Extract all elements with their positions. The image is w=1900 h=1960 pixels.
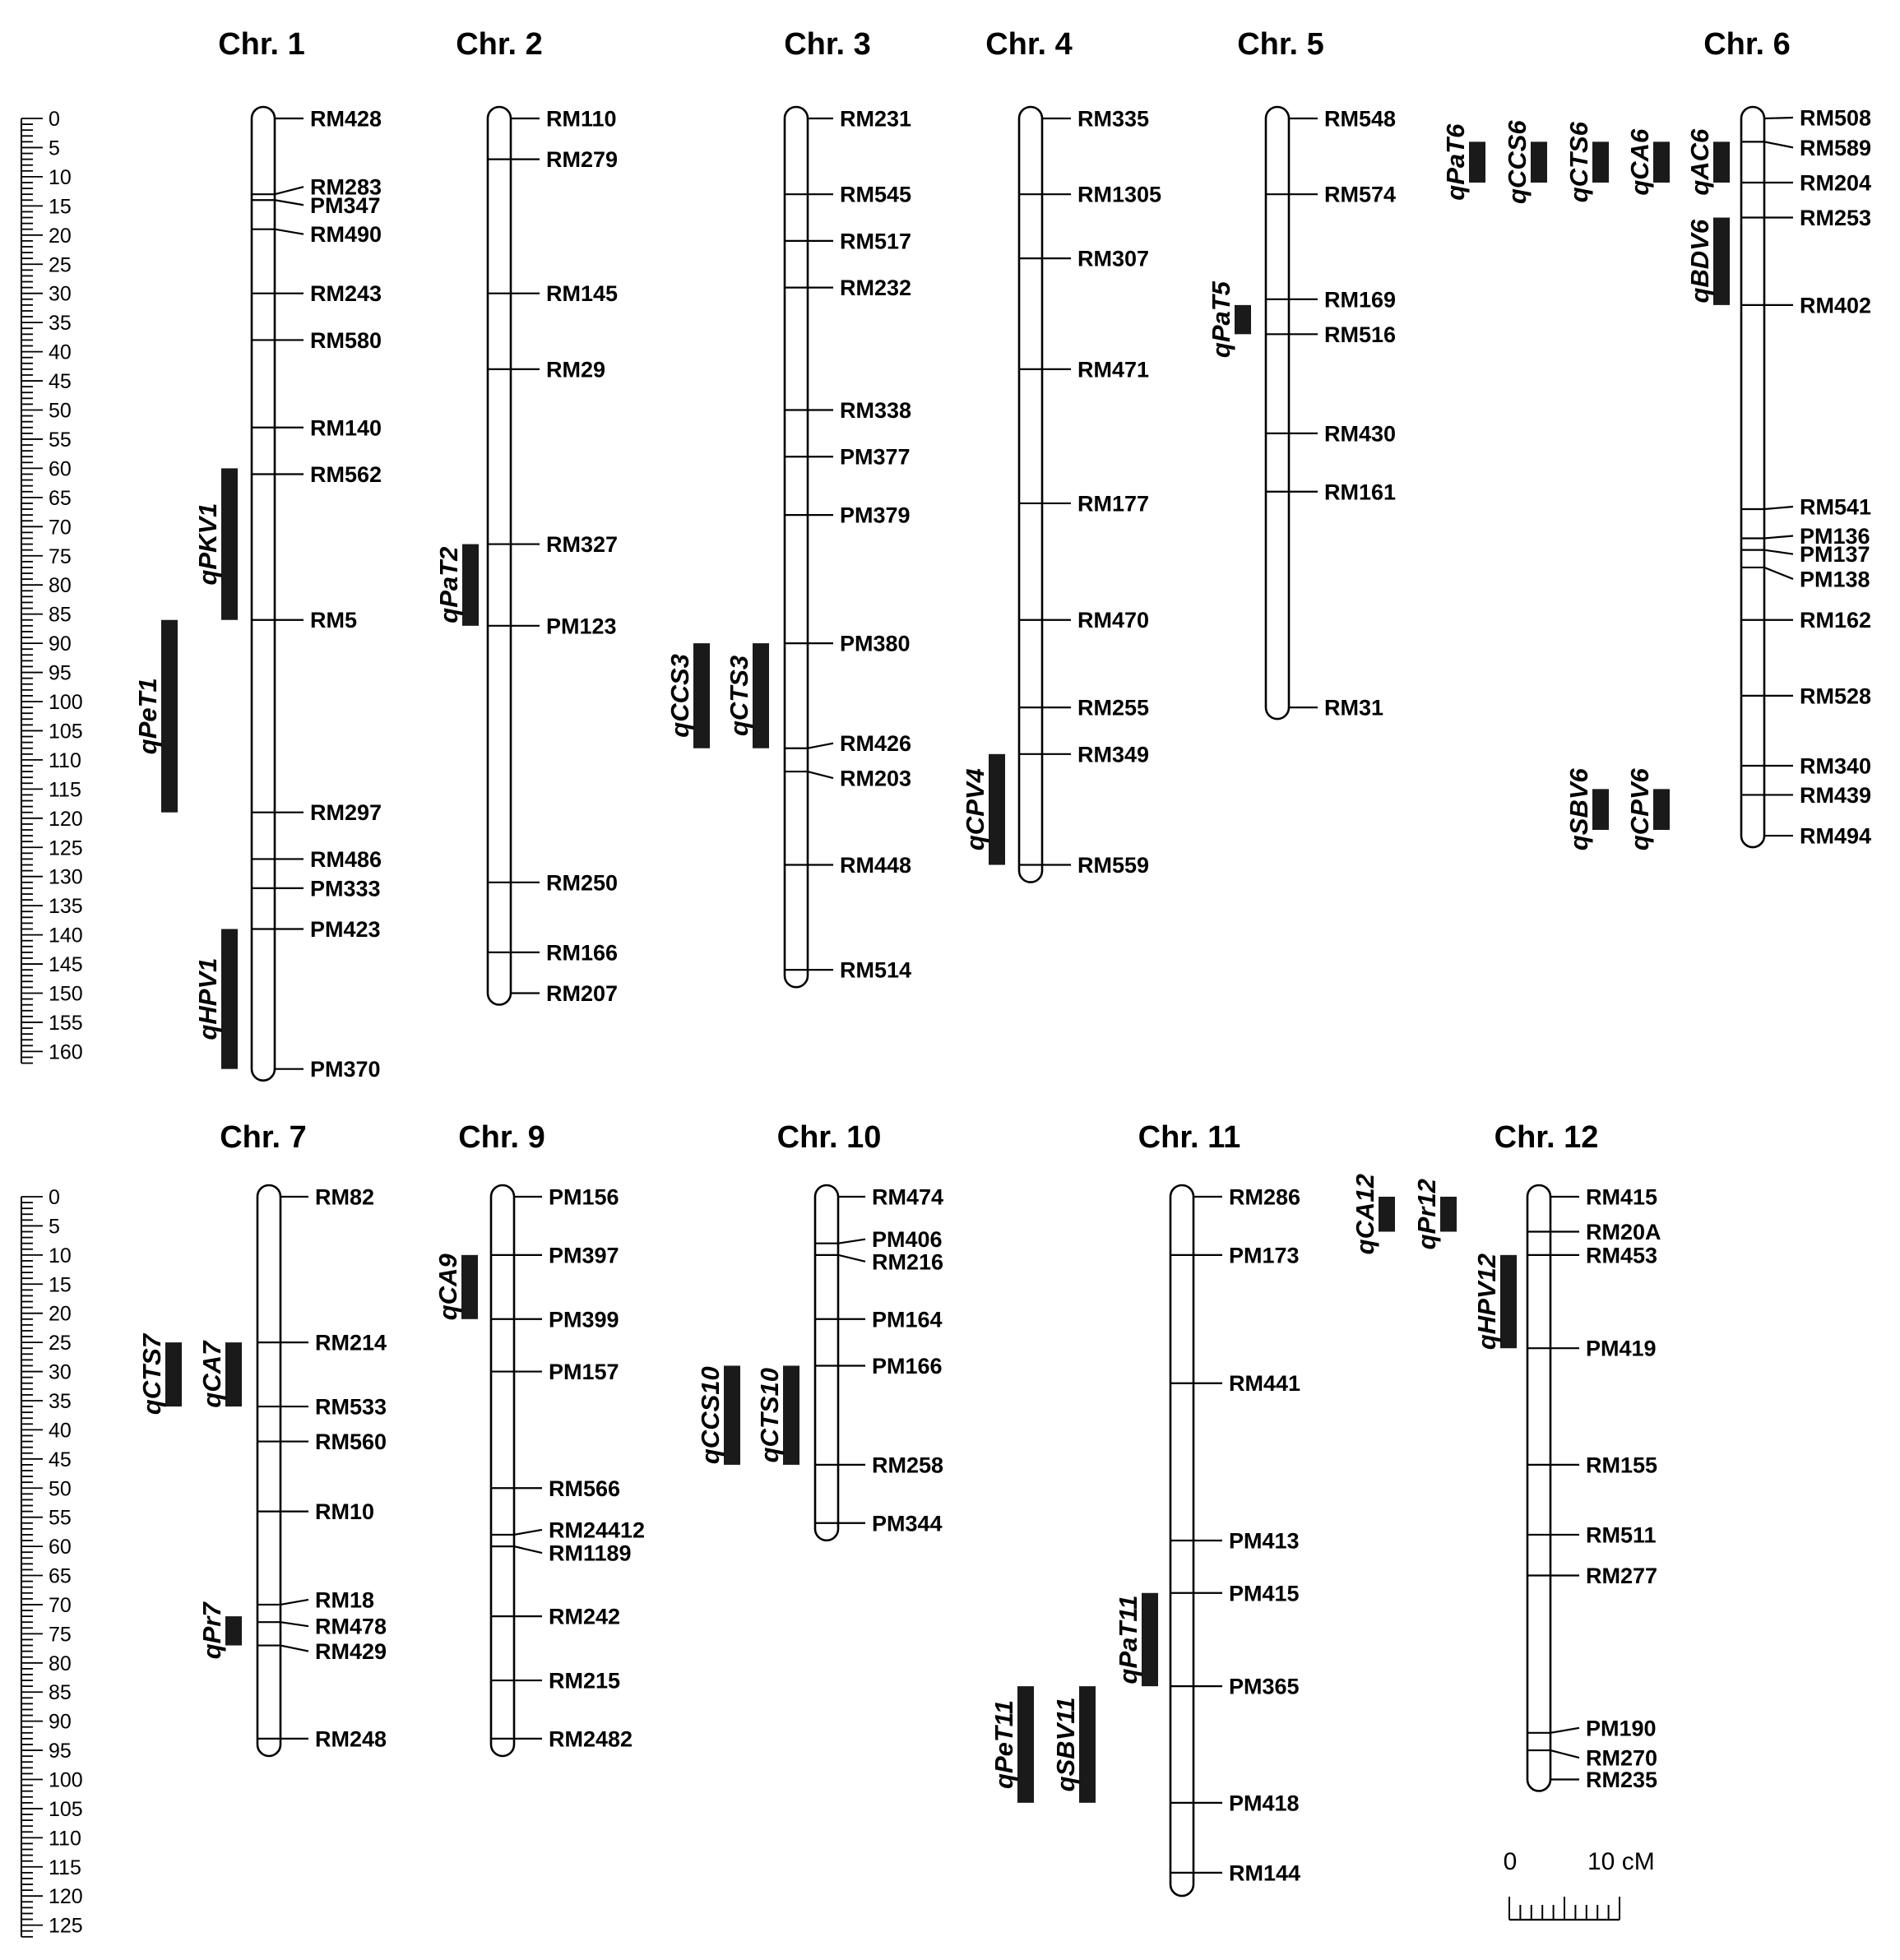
qtl-bar-qPKV1[interactable]: [221, 468, 238, 619]
chr12-title: Chr. 12: [1494, 1120, 1599, 1155]
ruler-bottom-label-55: 55: [49, 1506, 72, 1530]
chr4-title: Chr. 4: [985, 27, 1073, 62]
marker-connector: [838, 1255, 865, 1262]
marker-label-RM10: RM10: [315, 1499, 375, 1525]
qtl-bar-qCTS6[interactable]: [1592, 141, 1609, 183]
marker-label-RM29: RM29: [546, 357, 606, 382]
marker-label-PM365: PM365: [1229, 1674, 1300, 1699]
marker-label-RM486: RM486: [310, 846, 382, 872]
marker-label-RM1189: RM1189: [549, 1541, 632, 1566]
ruler-top-label-5: 5: [49, 137, 60, 160]
qtl-label-qCTS7: qCTS7: [137, 1333, 167, 1416]
qtl-label-qCA7: qCA7: [197, 1341, 227, 1408]
qtl-bar-qSBV6[interactable]: [1592, 789, 1609, 830]
ruler-bottom-label-100: 100: [49, 1768, 83, 1792]
ruler-top-label-105: 105: [49, 720, 83, 744]
qtl-bar-qPaT6[interactable]: [1469, 141, 1485, 183]
qtl-label-qPeT1: qPeT1: [133, 678, 163, 755]
marker-label-RM286: RM286: [1229, 1184, 1301, 1210]
marker-label-RM140: RM140: [310, 415, 382, 441]
qtl-label-qCTS6: qCTS6: [1564, 122, 1594, 203]
ruler-top-label-60: 60: [49, 457, 72, 481]
marker-connector: [1764, 141, 1793, 147]
ruler-bottom-label-125: 125: [49, 1914, 83, 1938]
chr9-chromosome-bar[interactable]: [491, 1185, 514, 1756]
marker-connector: [808, 744, 833, 748]
qtl-label-qCCS10: qCCS10: [696, 1366, 725, 1465]
marker-label-RM478: RM478: [315, 1614, 387, 1639]
ruler-bottom-label-45: 45: [49, 1448, 72, 1471]
marker-label-PM173: PM173: [1229, 1243, 1300, 1268]
marker-label-RM31: RM31: [1324, 695, 1384, 721]
ruler-bottom-label-10: 10: [49, 1244, 72, 1267]
marker-label-RM511: RM511: [1586, 1522, 1657, 1548]
marker-label-PM156: PM156: [549, 1184, 619, 1210]
qtl-label-qCPV6: qCPV6: [1625, 768, 1655, 851]
qtl-label-qHPV1: qHPV1: [193, 957, 223, 1040]
chr5-chromosome-bar[interactable]: [1266, 107, 1289, 719]
marker-label-RM297: RM297: [310, 800, 382, 826]
ruler-bottom-label-25: 25: [49, 1332, 72, 1355]
marker-label-RM508: RM508: [1800, 105, 1872, 131]
chr2-chromosome-bar[interactable]: [488, 107, 511, 1005]
marker-label-RM415: RM415: [1586, 1184, 1658, 1210]
marker-label-PM419: PM419: [1586, 1336, 1657, 1361]
qtl-label-qBDV6: qBDV6: [1685, 219, 1715, 303]
ruler-top-label-0: 0: [49, 108, 60, 131]
marker-label-PM333: PM333: [310, 876, 381, 901]
marker-label-RM335: RM335: [1077, 106, 1150, 132]
marker-label-RM426: RM426: [840, 731, 912, 757]
ruler-bottom-label-75: 75: [49, 1623, 72, 1647]
marker-label-PM418: PM418: [1229, 1791, 1300, 1816]
chr2-title: Chr. 2: [456, 27, 543, 62]
scale-bar-unit-label: 10 cM: [1587, 1848, 1655, 1875]
marker-label-PM166: PM166: [872, 1353, 943, 1378]
chr3-chromosome-bar[interactable]: [785, 107, 808, 987]
chr5-title: Chr. 5: [1237, 27, 1324, 62]
qtl-label-qSBV11: qSBV11: [1051, 1697, 1081, 1792]
marker-label-RM24412: RM24412: [549, 1517, 646, 1543]
marker-label-PM347: PM347: [310, 192, 381, 218]
qtl-label-qCCS3: qCCS3: [665, 654, 695, 738]
qtl-bar-qCA12[interactable]: [1379, 1197, 1395, 1232]
marker-label-PM415: PM415: [1229, 1581, 1300, 1606]
qtl-label-qPaT6: qPaT6: [1441, 123, 1471, 201]
qtl-label-qPaT2: qPaT2: [434, 546, 464, 623]
marker-label-RM166: RM166: [546, 940, 619, 966]
qtl-label-qPaT11: qPaT11: [1114, 1595, 1143, 1684]
marker-connector: [838, 1239, 865, 1244]
marker-label-RM232: RM232: [840, 276, 912, 301]
marker-label-PM423: PM423: [310, 917, 381, 943]
marker-label-RM470: RM470: [1077, 608, 1150, 633]
ruler-bottom-label-70: 70: [49, 1593, 72, 1617]
qtl-label-qCCS6: qCCS6: [1503, 120, 1532, 204]
chr6-title: Chr. 6: [1703, 27, 1791, 62]
ruler-top-label-90: 90: [49, 632, 72, 656]
marker-label-RM560: RM560: [315, 1429, 387, 1455]
ruler-bottom-label-85: 85: [49, 1681, 72, 1705]
marker-label-RM215: RM215: [549, 1668, 621, 1694]
qtl-label-qPaT5: qPaT5: [1207, 281, 1236, 359]
qtl-bar-qAC6[interactable]: [1713, 141, 1730, 183]
ruler-top-label-85: 85: [49, 603, 72, 627]
marker-label-RM161: RM161: [1324, 480, 1397, 505]
marker-connector: [1550, 1728, 1579, 1733]
ruler-top-label-160: 160: [49, 1040, 83, 1064]
ruler-bottom-label-110: 110: [49, 1827, 81, 1851]
qtl-bar-qPeT11[interactable]: [1017, 1686, 1034, 1803]
chr3-title: Chr. 3: [784, 27, 871, 62]
ruler-top-label-70: 70: [49, 516, 72, 540]
ruler-bottom-label-35: 35: [49, 1389, 72, 1413]
marker-label-RM258: RM258: [872, 1453, 944, 1478]
marker-label-RM283: RM283: [310, 174, 382, 200]
marker-label-RM144: RM144: [1229, 1860, 1301, 1886]
ruler-bottom-label-30: 30: [49, 1360, 72, 1384]
marker-label-PM137: PM137: [1800, 542, 1870, 568]
marker-label-RM340: RM340: [1800, 753, 1872, 779]
qtl-bar-qCCS3[interactable]: [693, 643, 710, 748]
marker-label-RM169: RM169: [1324, 287, 1397, 313]
marker-label-PM190: PM190: [1586, 1716, 1657, 1741]
marker-label-RM516: RM516: [1324, 322, 1397, 347]
marker-label-PM157: PM157: [549, 1360, 619, 1385]
marker-label-RM242: RM242: [549, 1604, 621, 1629]
ruler-bottom-label-0: 0: [49, 1186, 60, 1209]
qtl-bar-qCTS7[interactable]: [165, 1342, 182, 1406]
ruler-bottom-label-15: 15: [49, 1273, 72, 1297]
marker-label-RM214: RM214: [315, 1330, 387, 1355]
chr1-chromosome-bar[interactable]: [252, 107, 275, 1081]
marker-label-RM559: RM559: [1077, 853, 1150, 878]
ruler-top-label-30: 30: [49, 282, 72, 306]
marker-label-RM494: RM494: [1800, 823, 1872, 849]
marker-connector: [1764, 535, 1793, 538]
ruler-top-label-50: 50: [49, 399, 72, 423]
marker-label-RM545: RM545: [840, 182, 912, 207]
marker-label-RM18: RM18: [315, 1587, 375, 1613]
qtl-label-qCPV4: qCPV4: [961, 768, 990, 851]
marker-label-RM402: RM402: [1800, 293, 1872, 318]
ruler-bottom-label-95: 95: [49, 1740, 72, 1763]
marker-connector: [275, 200, 304, 205]
ruler-top-label-135: 135: [49, 895, 83, 919]
qtl-bar-qCA9[interactable]: [461, 1255, 478, 1319]
marker-connector: [1764, 507, 1793, 509]
marker-label-PM136: PM136: [1800, 523, 1870, 549]
marker-label-RM589: RM589: [1800, 135, 1872, 160]
marker-label-RM250: RM250: [546, 870, 619, 896]
qtl-label-qPr12: qPr12: [1412, 1179, 1442, 1250]
marker-label-RM327: RM327: [546, 532, 619, 558]
marker-label-RM517: RM517: [840, 229, 912, 254]
marker-label-PM370: PM370: [310, 1057, 381, 1082]
qtl-label-qPKV1: qPKV1: [193, 503, 223, 586]
ruler-bottom-label-5: 5: [49, 1215, 60, 1239]
ruler-top-label-120: 120: [49, 807, 83, 831]
marker-label-RM277: RM277: [1586, 1564, 1658, 1589]
marker-label-RM162: RM162: [1800, 608, 1872, 633]
ruler-bottom-label-40: 40: [49, 1419, 72, 1443]
marker-connector: [280, 1646, 308, 1652]
qtl-bar-qPaT2[interactable]: [462, 544, 479, 626]
ruler-bottom-label-50: 50: [49, 1477, 72, 1501]
chr12-chromosome-bar[interactable]: [1527, 1185, 1550, 1791]
marker-label-RM253: RM253: [1800, 206, 1872, 231]
ruler-top-label-40: 40: [49, 341, 72, 364]
marker-label-RM307: RM307: [1077, 246, 1150, 271]
ruler-top-label-140: 140: [49, 924, 83, 948]
qtl-bar-qCTS10[interactable]: [783, 1365, 799, 1464]
marker-label-PM123: PM123: [546, 614, 617, 639]
qtl-bar-qCCS10[interactable]: [724, 1365, 740, 1464]
qtl-label-qCTS3: qCTS3: [725, 655, 754, 737]
ruler-bottom-label-80: 80: [49, 1652, 72, 1675]
qtl-bar-qCTS3[interactable]: [753, 643, 769, 748]
ruler-bottom-label-60: 60: [49, 1536, 72, 1559]
marker-label-RM243: RM243: [310, 281, 382, 307]
qtl-bar-qCA7[interactable]: [225, 1342, 242, 1406]
marker-label-RM474: RM474: [872, 1184, 944, 1210]
chr4-chromosome-bar[interactable]: [1019, 107, 1042, 883]
ruler-bottom-label-115: 115: [49, 1856, 81, 1879]
qtl-label-qPr7: qPr7: [197, 1602, 227, 1660]
marker-label-RM562: RM562: [310, 461, 382, 487]
ruler-top-label-20: 20: [49, 224, 72, 248]
marker-label-RM110: RM110: [546, 106, 617, 132]
marker-label-RM453: RM453: [1586, 1243, 1658, 1268]
marker-label-RM514: RM514: [840, 957, 912, 983]
marker-connector: [275, 229, 304, 234]
marker-label-RM580: RM580: [310, 327, 382, 353]
ruler-top-label-130: 130: [49, 865, 83, 889]
marker-label-RM203: RM203: [840, 766, 912, 791]
marker-label-RM441: RM441: [1229, 1371, 1301, 1397]
marker-label-RM429: RM429: [315, 1639, 387, 1665]
scale-bar-zero-label: 0: [1503, 1848, 1518, 1875]
qtl-bar-qPr7[interactable]: [225, 1616, 242, 1645]
marker-connector: [280, 1600, 308, 1605]
ruler-top-label-145: 145: [49, 953, 83, 977]
chr7-title: Chr. 7: [220, 1120, 307, 1155]
chr10-chromosome-bar[interactable]: [815, 1185, 838, 1541]
ruler-bottom-label-120: 120: [49, 1885, 83, 1909]
marker-connector: [514, 1530, 542, 1535]
ruler-bottom-label-90: 90: [49, 1710, 72, 1734]
ruler-top-label-100: 100: [49, 691, 83, 714]
qtl-bar-qPr12[interactable]: [1440, 1197, 1457, 1232]
marker-label-RM490: RM490: [310, 222, 382, 248]
ruler-top-label-110: 110: [49, 748, 81, 772]
qtl-bar-qSBV11[interactable]: [1079, 1686, 1096, 1803]
ruler-top-label-15: 15: [49, 195, 72, 219]
marker-label-RM566: RM566: [549, 1476, 621, 1501]
marker-label-RM448: RM448: [840, 853, 912, 878]
marker-connector: [1764, 550, 1793, 554]
marker-connector: [1764, 568, 1793, 579]
qtl-bar-qBDV6[interactable]: [1713, 218, 1730, 305]
marker-label-PM399: PM399: [549, 1307, 619, 1332]
qtl-bar-qPaT5[interactable]: [1235, 305, 1251, 334]
ruler-top-label-125: 125: [49, 836, 83, 860]
marker-label-PM377: PM377: [840, 444, 911, 470]
ruler-top-label-95: 95: [49, 661, 72, 685]
qtl-bar-qHPV12[interactable]: [1500, 1255, 1517, 1348]
chr9-title: Chr. 9: [458, 1120, 545, 1155]
marker-label-PM406: PM406: [872, 1227, 943, 1253]
qtl-bar-qHPV1[interactable]: [221, 929, 238, 1069]
chr10-title: Chr. 10: [776, 1120, 882, 1155]
marker-connector: [808, 771, 833, 778]
marker-label-RM548: RM548: [1324, 106, 1397, 132]
marker-label-RM541: RM541: [1800, 494, 1872, 520]
ruler-top-label-10: 10: [49, 165, 72, 189]
marker-label-RM155: RM155: [1586, 1453, 1658, 1478]
ruler-top-label-150: 150: [49, 982, 83, 1006]
ruler-bottom-label-105: 105: [49, 1797, 83, 1821]
marker-label-RM145: RM145: [546, 281, 619, 307]
marker-label-RM279: RM279: [546, 147, 619, 173]
marker-label-PM164: PM164: [872, 1307, 943, 1332]
marker-connector: [280, 1622, 308, 1626]
marker-label-PM379: PM379: [840, 503, 911, 528]
ruler-top-label-45: 45: [49, 370, 72, 394]
marker-label-RM533: RM533: [315, 1394, 387, 1420]
marker-label-RM216: RM216: [872, 1249, 944, 1275]
ruler-top-label-65: 65: [49, 486, 72, 510]
ruler-top-label-55: 55: [49, 428, 72, 452]
qtl-label-qCA12: qCA12: [1351, 1174, 1380, 1255]
ruler-top-label-75: 75: [49, 544, 72, 568]
ruler-top-label-80: 80: [49, 574, 72, 598]
marker-label-PM344: PM344: [872, 1511, 943, 1536]
marker-connector: [514, 1546, 542, 1553]
ruler-top-label-115: 115: [49, 778, 81, 802]
marker-label-RM207: RM207: [546, 981, 619, 1006]
marker-label-RM2482: RM2482: [549, 1726, 633, 1752]
qtl-bar-qCCS6[interactable]: [1531, 141, 1547, 183]
marker-label-PM380: PM380: [840, 631, 911, 656]
qtl-bar-qCPV6[interactable]: [1653, 789, 1670, 830]
marker-label-RM270: RM270: [1586, 1745, 1658, 1771]
qtl-bar-qCPV4[interactable]: [989, 754, 1005, 865]
ruler-bottom-label-65: 65: [49, 1564, 72, 1588]
marker-label-RM204: RM204: [1800, 170, 1872, 196]
marker-connector: [1550, 1750, 1579, 1758]
marker-label-RM5: RM5: [310, 608, 358, 633]
marker-label-RM1305: RM1305: [1077, 182, 1162, 207]
qtl-label-qCA6: qCA6: [1625, 128, 1655, 196]
chr11-title: Chr. 11: [1138, 1120, 1241, 1155]
marker-label-RM177: RM177: [1077, 491, 1150, 517]
marker-label-PM138: PM138: [1800, 567, 1870, 592]
ruler-top-label-155: 155: [49, 1011, 83, 1035]
marker-connector: [275, 187, 304, 194]
qtl-label-qHPV12: qHPV12: [1472, 1253, 1502, 1351]
qtl-bar-qPeT1[interactable]: [161, 620, 178, 813]
marker-label-RM349: RM349: [1077, 742, 1150, 767]
ruler-bottom-label-20: 20: [49, 1302, 72, 1326]
marker-label-RM338: RM338: [840, 398, 912, 423]
qtl-label-qPeT11: qPeT11: [989, 1699, 1019, 1789]
qtl-bar-qCA6[interactable]: [1653, 141, 1670, 183]
ruler-top-label-35: 35: [49, 312, 72, 336]
qtl-label-qAC6: qAC6: [1685, 128, 1715, 196]
qtl-label-qSBV6: qSBV6: [1564, 768, 1594, 851]
marker-label-PM397: PM397: [549, 1243, 619, 1268]
marker-label-RM255: RM255: [1077, 695, 1150, 721]
marker-label-RM82: RM82: [315, 1184, 375, 1210]
marker-label-RM248: RM248: [315, 1726, 387, 1752]
marker-label-RM428: RM428: [310, 106, 382, 132]
marker-label-RM231: RM231: [840, 106, 912, 132]
marker-label-RM439: RM439: [1800, 782, 1872, 808]
marker-label-RM528: RM528: [1800, 683, 1872, 709]
ruler-top-label-25: 25: [49, 253, 72, 277]
chr1-title: Chr. 1: [218, 27, 305, 62]
marker-label-RM20A: RM20A: [1586, 1220, 1661, 1245]
marker-label-RM471: RM471: [1077, 357, 1150, 382]
qtl-label-qCTS10: qCTS10: [755, 1367, 785, 1463]
marker-label-RM574: RM574: [1324, 182, 1397, 207]
marker-label-PM413: PM413: [1229, 1528, 1300, 1554]
chr7-chromosome-bar[interactable]: [257, 1185, 280, 1756]
marker-label-RM430: RM430: [1324, 421, 1397, 447]
qtl-label-qCA9: qCA9: [433, 1253, 463, 1321]
qtl-bar-qPaT11[interactable]: [1142, 1593, 1158, 1686]
marker-label-RM235: RM235: [1586, 1768, 1658, 1792]
